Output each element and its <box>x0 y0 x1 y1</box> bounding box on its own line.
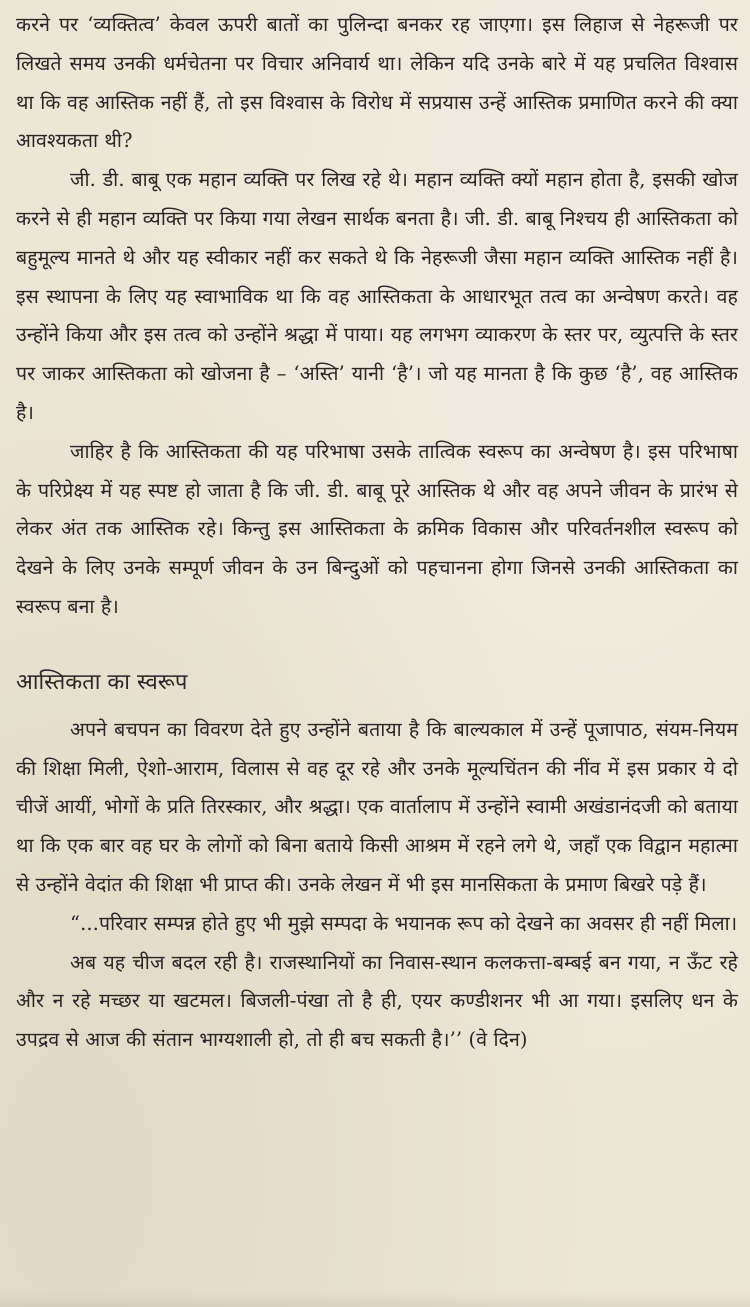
paragraph-childhood: अपने बचपन का विवरण देते हुए उन्होंने बताया है कि बाल्यकाल में उन्हें पूजापाठ, संयम-नियम की शिक्षा मिली, ऐशो-आराम, विलास से वह दूर रहे और उनके मूल्यचिंतन की नींव में इस प्रकार ये दो चीजें आयीं, भोगों के प्रति तिरस्कार, और श्रद्धा। एक वार्तालाप में उन्होंने स्वामी अखंडानंदजी को बताया था कि एक बार वह घर के लोगों को बिना बताये किसी आश्रम में रहने लगे थे, जहाँ एक विद्वान महात्मा से उन्होंने वेदांत की शिक्षा भी प्राप्त की। उनके लेखन में भी इस मानसिकता के प्रमाण बिखरे पड़े हैं। <box>16 717 738 896</box>
page-bottom-edge <box>0 1291 750 1307</box>
paragraph-gd-babu: जी. डी. बाबू एक महान व्यक्ति पर लिख रहे थे। महान व्यक्ति क्यों महान होता है, इसकी खोज करने से ही महान व्यक्ति पर किया गया लेखन सार्थक बनता है। जी. डी. बाबू निश्चय ही आस्तिकता को बहुमूल्य मानते थे और यह स्वीकार नहीं कर सकते थे कि नेहरूजी जैसा महान व्यक्ति आस्तिक नहीं है। इस स्थापना के लिए यह स्वाभाविक था कि वह आस्तिकता के आधारभूत तत्व का अन्वेषण करते। वह उन्होंने किया और इस तत्व को उन्होंने श्रद्धा में पाया। यह लगभग व्याकरण के स्तर पर, व्युत्पत्ति के स्तर पर जाकर आस्तिकता को खोजना है – ‘अस्ति’ यानी ‘है’। जो यह मानता है कि कुछ ‘है’, वह आस्तिक है। <box>16 168 738 424</box>
quote-paragraph-2: अब यह चीज बदल रही है। राजस्थानियों का निवास-स्थान कलकत्ता-बम्बई बन गया, न ऊँट रहे और न रहे मच्छर या खटमल। बिजली-पंखा तो है ही, एयर कण्डीशनर भी आ गया। इसलिए धन के उपद्रव से आज की संतान भाग्यशाली हो, तो ही बच सकती है।’’ (वे दिन) <box>16 950 738 1052</box>
book-page <box>16 6 738 1060</box>
quote-paragraph-1: “...परिवार सम्पन्न होते हुए भी मुझे सम्पदा के भयानक रूप को देखने का अवसर ही नहीं मिला। <box>70 911 738 935</box>
paragraph-continuation: करने पर ‘व्यक्तित्व’ केवल ऊपरी बातों का पुलिन्दा बनकर रह जाएगा। इस लिहाज से नेहरूजी पर लिखते समय उनकी धर्मचेतना पर विचार अनिवार्य था। लेकिन यदि उनके बारे में यह प्रचलित विश्वास था कि वह आस्तिक नहीं हैं, तो इस विश्वास के विरोध में सप्रयास उन्हें आस्तिक प्रमाणित करने की क्या आवश्यकता थी? <box>16 13 738 153</box>
paragraph-definition: जाहिर है कि आस्तिकता की यह परिभाषा उसके तात्विक स्वरूप का अन्वेषण है। इस परिभाषा के परिप्रेक्ष्य में यह स्पष्ट हो जाता है कि जी. डी. बाबू पूरे आस्तिक थे और वह अपने जीवन के प्रारंभ से लेकर अंत तक आस्तिक रहे। किन्तु इस आस्तिकता के क्रमिक विकास और परिवर्तनशील स्वरूप को देखने के लिए उनके सम्पूर्ण जीवन के उन बिन्दुओं को पहचानना होगा जिनसे उनकी आस्तिकता का स्वरूप बना है। <box>16 439 738 618</box>
section-heading: आस्तिकता का स्वरूप <box>16 669 188 695</box>
